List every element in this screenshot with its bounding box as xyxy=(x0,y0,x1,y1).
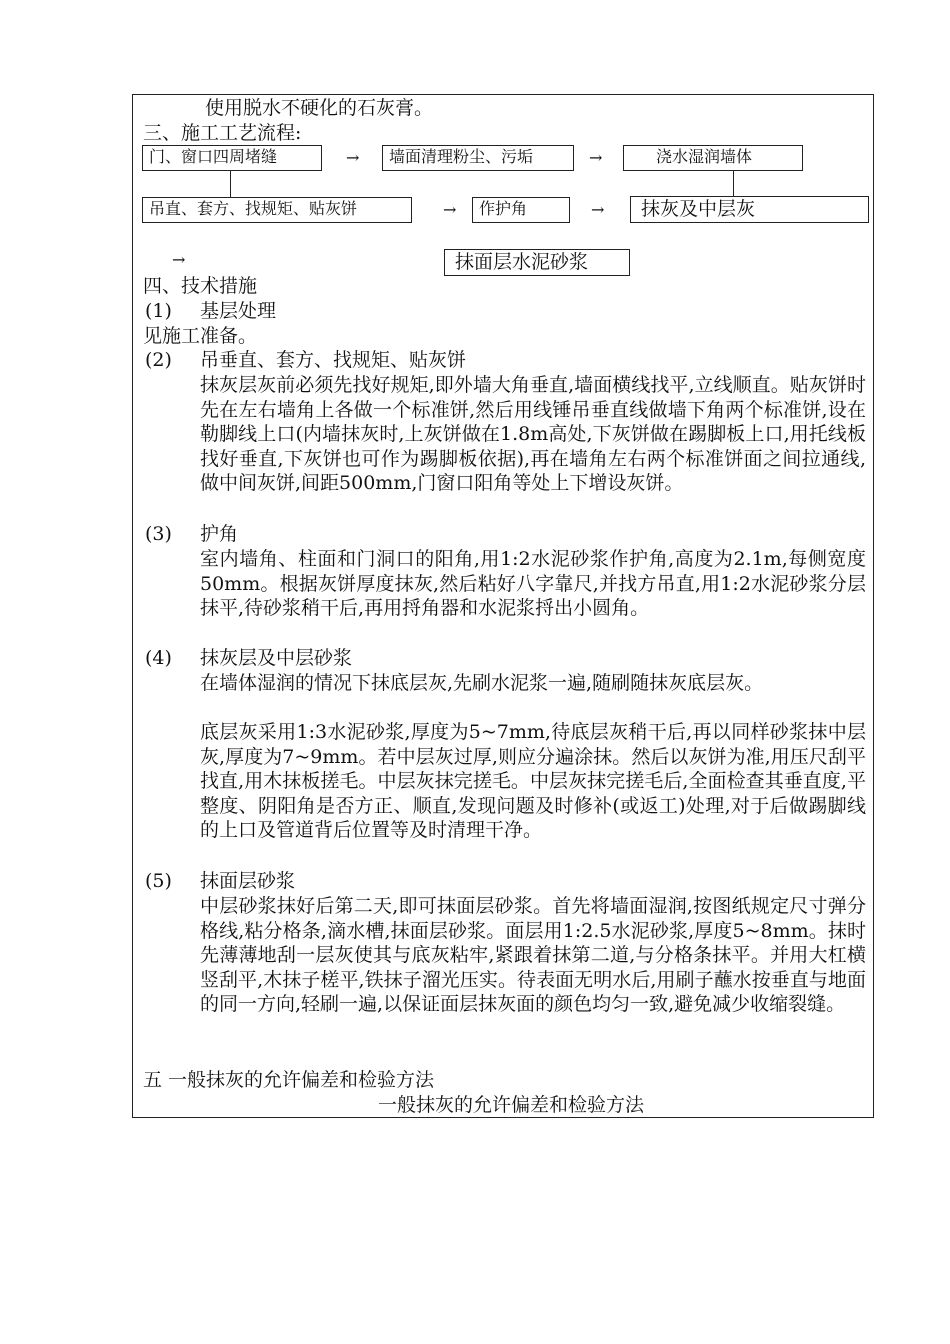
item-body: 在墙体湿润的情况下抹底层灰,先刷水泥浆一遍,随刷随抹灰底层灰。 xyxy=(200,672,764,694)
item-title: 护角 xyxy=(200,523,239,545)
item-number: (4) xyxy=(145,647,172,669)
intro-line: 使用脱水不硬化的石灰膏。 xyxy=(205,97,434,119)
item-body: 中层砂浆抹好后第二天,即可抹面层砂浆。首先将墙面湿润,按图纸规定尺寸弹分格线,粘分格条,滴水槽,抹面层砂浆。面层用1:2.5水泥砂浆,厚度5~8mm。抹时先薄薄地刮一层灰使其与底灰粘牢,紧跟着抹第二道,与分格条抹平。并用大杠横竖刮平,木抹子槎平,铁抹子溜光压实。待表面无明水后,用刷子蘸水按垂直与地面的同一方向,轻刷一遍,以保证面层抹灰面的颜色均匀一致,避免减少收缩裂缝。 xyxy=(200,895,866,1016)
item-title: 吊垂直、套方、找规矩、贴灰饼 xyxy=(200,349,467,371)
item-number: (3) xyxy=(145,523,172,545)
flow-arrow-icon: → xyxy=(172,250,186,269)
item-body: 底层灰采用1:3水泥砂浆,厚度为5~7mm,待底层灰稍干后,再以同样砂浆抹中层灰,厚度为7~9mm。若中层灰过厚,则应分遍涂抹。然后以灰饼为准,用压尺刮平找直,用木抹板搓毛。中层灰抹完搓毛。中层灰抹完搓毛后,全面检查其垂直度,平整度、阴阳角是否方正、顺直,发现问题及时修补(或返工)处理,对于后做踢脚线的上口及管道背后位置等及时清理干净。 xyxy=(200,721,866,842)
section5-title: 五 一般抹灰的允许偏差和检验方法 xyxy=(143,1069,435,1091)
item-body: 见施工准备。 xyxy=(143,325,258,347)
item-number: (5) xyxy=(145,870,172,892)
section3-title: 三、施工工艺流程: xyxy=(143,122,302,144)
flow-arrow-icon: → xyxy=(346,148,360,167)
table-caption: 一般抹灰的允许偏差和检验方法 xyxy=(378,1094,645,1116)
item-title: 抹面层砂浆 xyxy=(200,870,296,892)
flow-box-plumb-square: 吊直、套方、找规矩、贴灰饼 xyxy=(142,197,412,223)
flow-box-door-window: 门、窗口四周堵缝 xyxy=(142,145,322,171)
item-title: 抹灰层及中层砂浆 xyxy=(200,647,353,669)
flow-box-finish-coat: 抹面层水泥砂浆 xyxy=(444,249,630,276)
flow-arrow-icon: → xyxy=(589,148,603,167)
flow-arrow-icon: → xyxy=(591,200,605,219)
flow-box-plaster-middle-coat: 抹灰及中层灰 xyxy=(630,196,869,223)
flow-connector xyxy=(230,171,231,197)
item-body: 室内墙角、柱面和门洞口的阳角,用1:2水泥砂浆作护角,高度为2.1m,每侧宽度50mm。根据灰饼厚度抹灰,然后粘好八字靠尺,并找方吊直,用1:2水泥砂浆分层抹平,待砂浆稍干后,再用捋角器和水泥浆捋出小圆角。 xyxy=(200,548,866,620)
flow-box-corner-protection: 作护角 xyxy=(472,197,570,223)
item-body: 抹灰层灰前必须先找好规矩,即外墙大角垂直,墙面横线找平,立线顺直。贴灰饼时先在左右墙角上各做一个标准饼,然后用线锤吊垂直线做墙下角两个标准饼,设在勒脚线上口(内墙抹灰时,上灰饼做在1.8m高处,下灰饼做在踢脚板上口,用托线板找好垂直,下灰饼也可作为踢脚板依据),再在墙角左右两个标准饼面之间拉通线,做中间灰饼,间距500mm,门窗口阳角等处上下增设灰饼。 xyxy=(200,374,866,495)
section4-title: 四、技术措施 xyxy=(143,275,258,297)
item-number: (2) xyxy=(145,349,172,371)
item-number: (1) xyxy=(145,300,172,322)
flow-arrow-icon: → xyxy=(443,200,457,219)
item-title: 基层处理 xyxy=(200,300,277,322)
flow-connector xyxy=(733,171,734,197)
flow-box-wetting-wall: 浇水湿润墙体 xyxy=(623,145,803,171)
flow-box-wall-cleaning: 墙面清理粉尘、污垢 xyxy=(382,145,574,171)
